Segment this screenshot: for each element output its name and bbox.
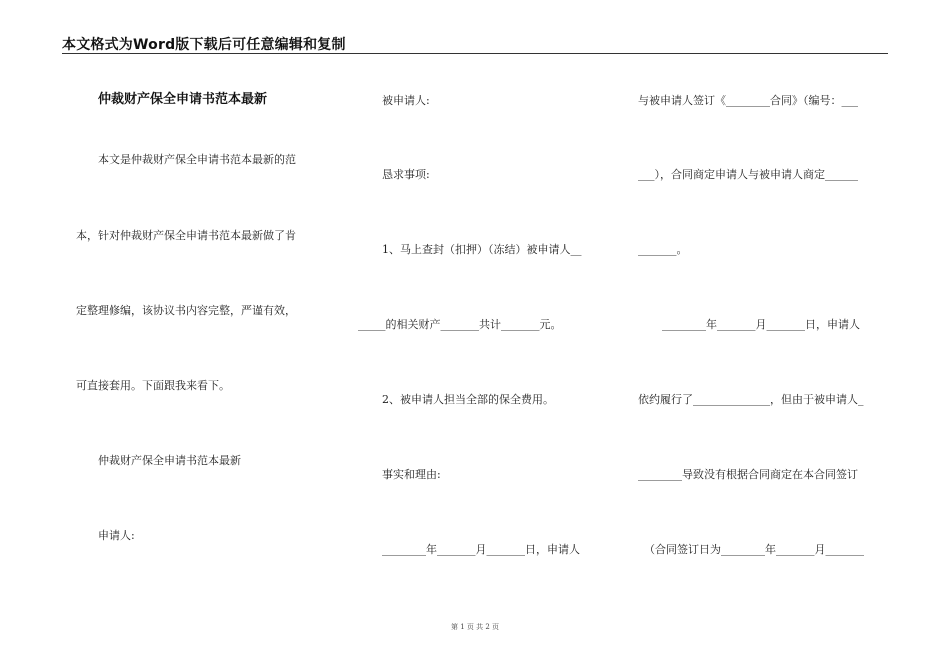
paragraph-line: （合同签订日为________年_______月_______ [644, 543, 864, 556]
field-respondent: 被申请人: [382, 94, 430, 107]
paragraph-line: ________导致没有根据合同商定在本合同签订 [638, 468, 858, 481]
page-number: 第 1 页 共 2 页 [450, 623, 500, 631]
document-title: 仲裁财产保全申请书范本最新 [98, 92, 268, 107]
column-left [76, 0, 326, 620]
paragraph-line: 本，针对仲裁财产保全申请书范本最新做了肯 [76, 229, 296, 242]
paragraph-line: _____的相关财产_______共计_______元。 [358, 318, 562, 331]
paragraph-line: 本文是仲裁财产保全申请书范本最新的范 [98, 153, 296, 166]
paragraph-line: _______。 [638, 243, 688, 256]
paragraph-line: ________年_______月_______日，申请人 [662, 318, 860, 331]
paragraph-line: 与被申请人签订《________合同》（编号：___ [638, 94, 858, 107]
paragraph-line: 可直接套用。下面跟我来看下。 [76, 379, 230, 392]
column-right [638, 0, 888, 620]
field-facts-reasons: 事实和理由: [382, 468, 441, 481]
paragraph-line: ___），合同商定申请人与被申请人商定______ [638, 168, 858, 181]
paragraph-line: ________年_______月_______日，申请人 [382, 543, 580, 556]
document-banner: 本文格式为Word版下载后可任意编辑和复制 [62, 37, 346, 53]
paragraph-line: 2、被申请人担当全部的保全费用。 [382, 393, 554, 406]
section-heading: 仲裁财产保全申请书范本最新 [98, 454, 241, 467]
paragraph-line: 1、马上查封（扣押）（冻结）被申请人__ [382, 243, 582, 256]
field-request-items: 恳求事项: [382, 168, 430, 181]
paragraph-line: 依约履行了______________，但由于被申请人_ [638, 393, 864, 406]
field-applicant: 申请人: [98, 529, 135, 542]
column-middle [358, 0, 613, 620]
paragraph-line: 定整理修编，该协议书内容完整，严谨有效， [76, 304, 296, 317]
